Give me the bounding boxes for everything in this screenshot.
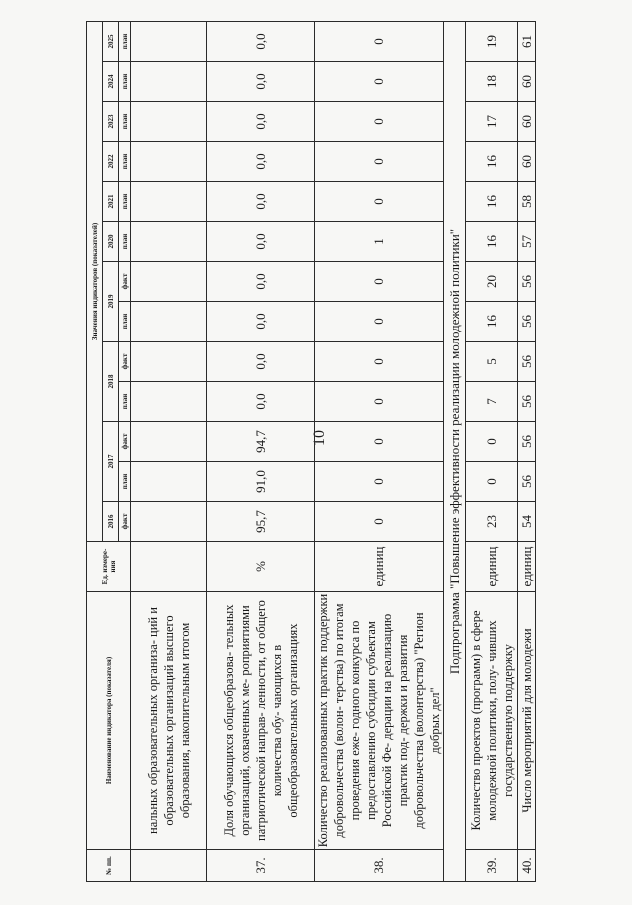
subprogram-title: Подпрограмма "Повышение эффективности реализации молодежной политики" <box>444 21 466 881</box>
cell: 16 <box>466 142 518 182</box>
cell: 0,0 <box>207 102 315 142</box>
cell <box>131 222 207 262</box>
cell: 95,7 <box>207 502 315 542</box>
cell <box>131 21 207 61</box>
page-number: 10 <box>311 430 328 446</box>
row-name: Количество проектов (программ) в сфере молодежной политики, полу- чивших государственную поддержку <box>466 592 518 850</box>
cell: 56 <box>518 342 536 382</box>
cell: 19 <box>466 21 518 61</box>
cell <box>131 342 207 382</box>
cell: 91,0 <box>207 462 315 502</box>
year-header: 2016 <box>103 502 119 542</box>
cell <box>131 102 207 142</box>
cell <box>131 422 207 462</box>
year-header: 2023 <box>103 102 119 142</box>
cell <box>131 62 207 102</box>
row-num <box>131 850 207 882</box>
cell <box>131 262 207 302</box>
sub-header: факт <box>119 262 131 302</box>
year-header: 2025 <box>103 21 119 61</box>
cell: 56 <box>518 422 536 462</box>
cell: 0,0 <box>207 262 315 302</box>
cell: 0,0 <box>207 62 315 102</box>
cell: 0 <box>466 462 518 502</box>
row-unit: единиц <box>518 542 536 592</box>
sub-header: план <box>119 21 131 61</box>
sub-header: план <box>119 382 131 422</box>
cell <box>131 502 207 542</box>
cell: 5 <box>466 342 518 382</box>
header-row-1 <box>87 21 103 881</box>
row-name: Количество реализованных практик поддержки добровольчества (волон- терства) по итогам проведения еже- годного конкурса по предоставлению субсидии субъектам Российской Фе- дерации на реализацию практик под- держки и развития добровольчества (волонтерства) "Регион добрых дел" <box>315 592 444 850</box>
row-name: Число мероприятий для молодежи <box>518 592 536 850</box>
cell: 94,7 <box>207 422 315 462</box>
year-header: 2018 <box>103 342 119 422</box>
cell: 0,0 <box>207 302 315 342</box>
cell: 1 <box>315 222 444 262</box>
indicators-table <box>86 21 536 882</box>
cell: 0 <box>466 422 518 462</box>
col-unit-header: Ед. измере- ния <box>87 542 131 592</box>
cell: 0 <box>315 502 444 542</box>
cell: 0,0 <box>207 142 315 182</box>
year-header: 2024 <box>103 62 119 102</box>
year-header: 2017 <box>103 422 119 502</box>
row-unit: единиц <box>315 542 444 592</box>
table-row <box>207 21 315 881</box>
cell <box>131 462 207 502</box>
sub-header: план <box>119 302 131 342</box>
col-num-header: № пп. <box>87 850 131 882</box>
year-header: 2020 <box>103 222 119 262</box>
sub-header: план <box>119 222 131 262</box>
cell: 0 <box>315 302 444 342</box>
cell: 56 <box>518 262 536 302</box>
cell: 18 <box>466 62 518 102</box>
cell: 60 <box>518 142 536 182</box>
row-num: 37. <box>207 850 315 882</box>
cell: 0 <box>315 382 444 422</box>
cell <box>131 182 207 222</box>
cell: 0 <box>315 62 444 102</box>
sub-header: план <box>119 102 131 142</box>
row-unit: % <box>207 542 315 592</box>
table-row <box>466 21 518 881</box>
cell: 57 <box>518 222 536 262</box>
cell <box>131 302 207 342</box>
row-name: нальных образовательных организа- ций и образовательных организаций высшего образования, накопительным итогом <box>131 592 207 850</box>
row-num: 40. <box>518 850 536 882</box>
cell: 56 <box>518 382 536 422</box>
table-row <box>518 21 536 881</box>
cell: 60 <box>518 102 536 142</box>
cell: 58 <box>518 182 536 222</box>
row-num: 38. <box>315 850 444 882</box>
subprogram-row <box>444 21 466 881</box>
rotated-table-container <box>86 22 534 882</box>
sub-header: факт <box>119 502 131 542</box>
cell: 0,0 <box>207 222 315 262</box>
sub-header: план <box>119 62 131 102</box>
cell: 0 <box>315 462 444 502</box>
col-name-header: Наименование индикатора (показателя) <box>87 592 131 850</box>
row-num: 39. <box>466 850 518 882</box>
cell: 60 <box>518 62 536 102</box>
cell: 0 <box>315 422 444 462</box>
year-header: 2022 <box>103 142 119 182</box>
cell: 0,0 <box>207 182 315 222</box>
table-row <box>315 21 444 881</box>
year-header: 2019 <box>103 262 119 342</box>
cell: 0 <box>315 262 444 302</box>
cell: 16 <box>466 182 518 222</box>
row-name: Доля обучающихся общеобразова- тельных организаций, охваченных ме- роприятиями патриотической направ- ленности, от общего количества обу- чающихся в общеобразовательных организациях <box>207 592 315 850</box>
row-unit: единиц <box>466 542 518 592</box>
cell: 7 <box>466 382 518 422</box>
row-unit <box>131 542 207 592</box>
cell: 56 <box>518 462 536 502</box>
sub-header: план <box>119 142 131 182</box>
col-values-header: Значения индикаторов (показателей) <box>87 21 103 541</box>
cell: 54 <box>518 502 536 542</box>
cell <box>131 382 207 422</box>
cell: 0,0 <box>207 21 315 61</box>
sub-header: план <box>119 182 131 222</box>
cell <box>131 142 207 182</box>
sub-header: план <box>119 462 131 502</box>
cell: 0 <box>315 21 444 61</box>
cell: 56 <box>518 302 536 342</box>
cell: 0,0 <box>207 342 315 382</box>
cell: 23 <box>466 502 518 542</box>
cell: 0 <box>315 102 444 142</box>
sub-header: факт <box>119 342 131 382</box>
cell: 61 <box>518 21 536 61</box>
cell: 0 <box>315 342 444 382</box>
cell: 0,0 <box>207 382 315 422</box>
cell: 16 <box>466 302 518 342</box>
year-header: 2021 <box>103 182 119 222</box>
cell: 0 <box>315 182 444 222</box>
cell: 17 <box>466 102 518 142</box>
cell: 20 <box>466 262 518 302</box>
sub-header: факт <box>119 422 131 462</box>
table-row <box>131 21 207 881</box>
cell: 16 <box>466 222 518 262</box>
cell: 0 <box>315 142 444 182</box>
